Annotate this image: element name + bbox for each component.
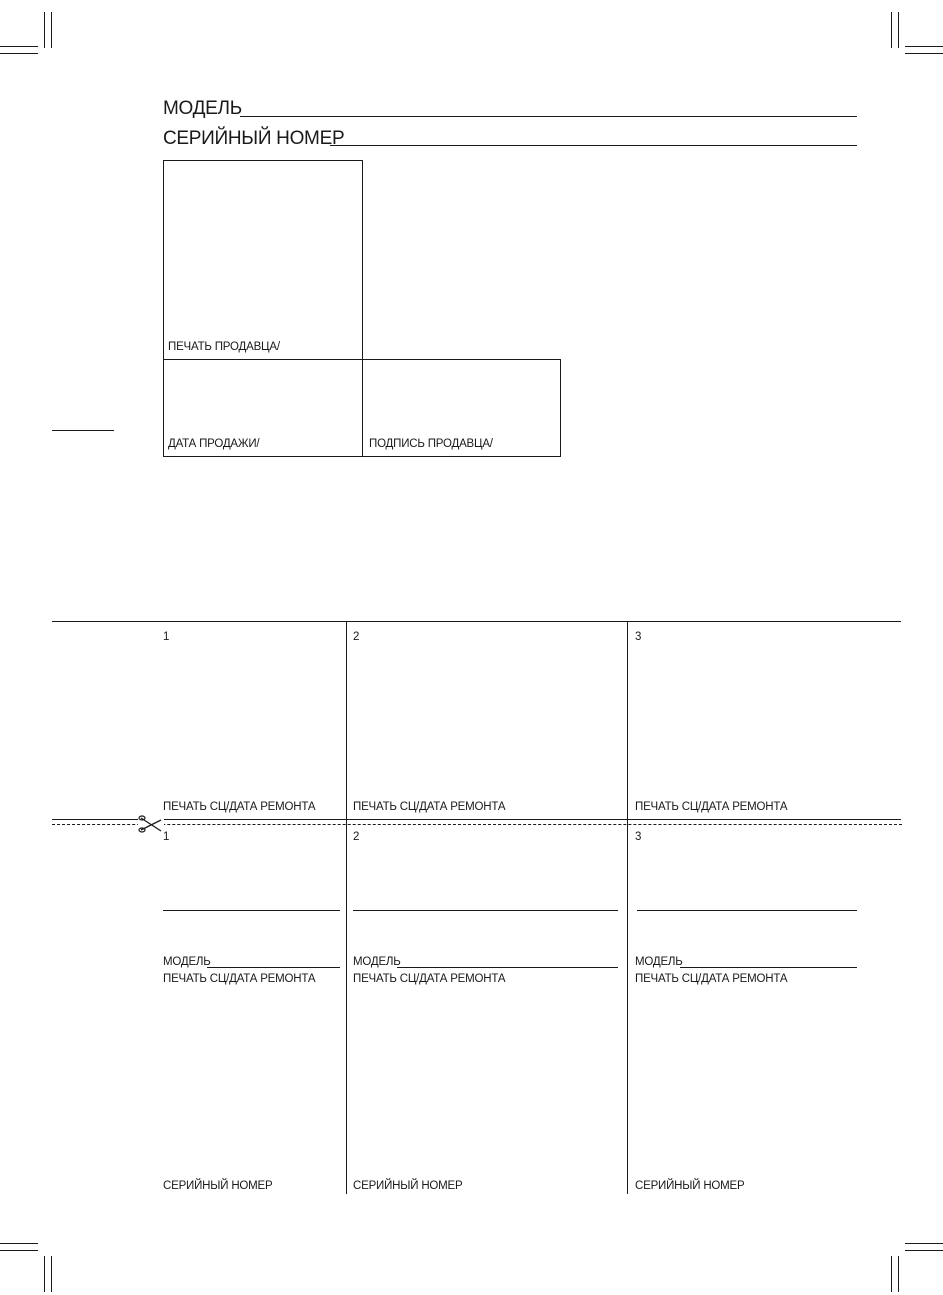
repair-stamp-label: ПЕЧАТЬ СЦ/ДАТА РЕМОНТА xyxy=(635,801,788,813)
model-field-line[interactable] xyxy=(240,116,857,117)
serial-number-field-line[interactable] xyxy=(330,145,857,146)
scissors-icon xyxy=(138,814,164,836)
coupon-stamp-label: ПЕЧАТЬ СЦ/ДАТА РЕМОНТА xyxy=(353,973,506,985)
coupon-serial-label: СЕРИЙНЫЙ НОМЕР xyxy=(163,1180,273,1192)
coupon-blank-line[interactable] xyxy=(163,910,340,911)
serial-number-label: СЕРИЙНЫЙ НОМЕР xyxy=(163,128,345,149)
coupon-blank-line[interactable] xyxy=(353,910,618,911)
sale-info-divider xyxy=(362,359,363,457)
coupon-blank-line[interactable] xyxy=(637,910,857,911)
seller-signature-label: ПОДПИСЬ ПРОДАВЦА/ xyxy=(369,438,493,450)
repair-stamp-number: 1 xyxy=(163,631,170,643)
repair-section-top-line xyxy=(52,621,901,622)
coupon-model-label: МОДЕЛЬ xyxy=(635,956,683,968)
seller-stamp-label: ПЕЧАТЬ ПРОДАВЦА/ xyxy=(168,341,280,353)
coupon-model-field-line[interactable] xyxy=(397,967,618,968)
coupon-stamp-label: ПЕЧАТЬ СЦ/ДАТА РЕМОНТА xyxy=(635,973,788,985)
coupon-model-field-line[interactable] xyxy=(680,967,857,968)
coupon-stamp-label: ПЕЧАТЬ СЦ/ДАТА РЕМОНТА xyxy=(163,973,316,985)
coupon-number: 2 xyxy=(353,831,360,843)
column-divider-2 xyxy=(627,621,628,1194)
coupon-model-label: МОДЕЛЬ xyxy=(353,956,401,968)
coupon-number: 1 xyxy=(163,831,170,843)
coupon-number: 3 xyxy=(635,831,642,843)
coupon-model-field-line[interactable] xyxy=(207,967,340,968)
repair-stamp-label: ПЕЧАТЬ СЦ/ДАТА РЕМОНТА xyxy=(353,801,506,813)
coupon-serial-label: СЕРИЙНЫЙ НОМЕР xyxy=(635,1180,745,1192)
coupon-model-label: МОДЕЛЬ xyxy=(163,956,211,968)
cut-line xyxy=(52,824,902,825)
seller-stamp-box[interactable] xyxy=(163,160,363,360)
repair-stamp-label: ПЕЧАТЬ СЦ/ДАТА РЕМОНТА xyxy=(163,801,316,813)
coupon-serial-label: СЕРИЙНЫЙ НОМЕР xyxy=(353,1180,463,1192)
repair-stamp-number: 2 xyxy=(353,631,360,643)
sale-date-label: ДАТА ПРОДАЖИ/ xyxy=(168,438,260,450)
repair-section-bottom-line xyxy=(52,819,901,820)
margin-short-line xyxy=(52,430,114,431)
model-label: МОДЕЛЬ xyxy=(163,98,242,119)
repair-stamp-number: 3 xyxy=(635,631,642,643)
column-divider-1 xyxy=(346,621,347,1194)
